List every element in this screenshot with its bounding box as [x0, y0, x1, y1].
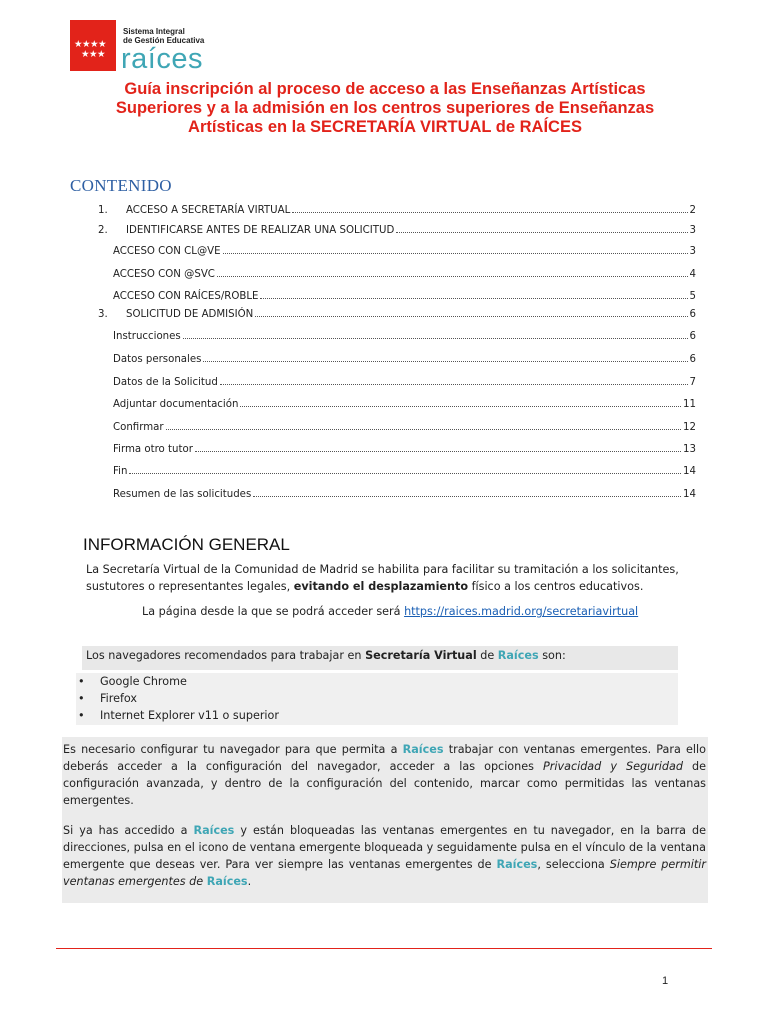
toc-entry[interactable] [113, 484, 696, 500]
stars-icon: ★★★ [81, 49, 106, 60]
toc-dot-leader [183, 338, 688, 339]
toc-dot-leader [240, 406, 681, 407]
toc-entry[interactable] [98, 220, 696, 236]
toc-dot-leader [129, 473, 681, 474]
toc-entry-label: Adjuntar documentación [113, 399, 239, 410]
toc-entry-page: 7 [689, 377, 696, 388]
toc-entry[interactable] [113, 264, 696, 280]
toc-dot-leader [396, 232, 687, 233]
toc-entry-label: ACCESO A SECRETARÍA VIRTUAL [126, 205, 291, 216]
document-title: Guía inscripción al proceso de acceso a las Enseñanzas Artísticas Superiores y a la admisión en los centros superiores de Enseñanzas Artísticas en la SECRETARÍA VIRTUAL de RAÍCES [115, 80, 655, 136]
toc-entry-number: 3. [98, 309, 108, 320]
toc-dot-leader [166, 429, 681, 430]
toc-entry[interactable] [113, 394, 696, 410]
toc-entry-label: ACCESO CON @SVC [113, 269, 215, 280]
toc-entry-page: 14 [683, 489, 696, 500]
toc-entry-label: ACCESO CON RAÍCES/ROBLE [113, 291, 259, 302]
toc-dot-leader [203, 361, 687, 362]
toc-entry-label: Datos de la Solicitud [113, 377, 218, 388]
toc-dot-leader [255, 316, 687, 317]
toc-entry-number: 1. [98, 205, 108, 216]
toc-entry[interactable] [113, 241, 696, 257]
list-item: • Google Chrome [78, 675, 187, 688]
toc-entry-label: SOLICITUD DE ADMISIÓN [126, 309, 254, 320]
toc-dot-leader [220, 384, 688, 385]
toc-dot-leader [217, 276, 688, 277]
toc-entry-page: 4 [689, 269, 696, 280]
popups-paragraph-1: Es necesario configurar tu navegador para que permita a Raíces trabajar con ventanas emergentes. Para ello deberás acceder a la configuración del navegador, acceder a las opciones Privacidad y Seguridad de configuración avanzada, y dentro de la configuración del contenido, marcar como permitidas las ventanas emergentes. [63, 743, 706, 807]
toc-entry-label: Instrucciones [113, 331, 181, 342]
bullet-icon: • [78, 692, 85, 705]
toc-entry-label: IDENTIFICARSE ANTES DE REALIZAR UNA SOLICITUD [126, 225, 395, 236]
toc-entry-label: Datos personales [113, 354, 202, 365]
stars-icon: ★★★★ [74, 39, 107, 50]
toc-entry-label: Confirmar [113, 422, 164, 433]
raices-logo-text: raíces [121, 43, 203, 75]
toc-dot-leader [253, 496, 681, 497]
toc-entry-page: 12 [683, 422, 696, 433]
toc-entry-page: 3 [689, 225, 696, 236]
toc-entry[interactable] [113, 326, 696, 342]
section-heading: INFORMACIÓN GENERAL [83, 535, 290, 554]
madrid-flag-logo [70, 20, 116, 71]
toc-heading: CONTENIDO [70, 176, 172, 195]
toc-entry[interactable] [98, 200, 696, 216]
toc-dot-leader [223, 253, 688, 254]
bullet-icon: • [78, 675, 85, 688]
toc-entry-page: 13 [683, 444, 696, 455]
secretaria-virtual-link[interactable]: https://raices.madrid.org/secretariavirtual [404, 605, 639, 618]
toc-dot-leader [292, 212, 687, 213]
toc-entry-label: Resumen de las solicitudes [113, 489, 252, 500]
toc-entry-page: 5 [689, 291, 696, 302]
page-number: 1 [662, 975, 669, 987]
toc-entry-page: 6 [689, 354, 696, 365]
toc-entry-number: 2. [98, 225, 108, 236]
toc-entry-label: Firma otro tutor [113, 444, 193, 455]
toc-entry-page: 11 [683, 399, 696, 410]
toc-dot-leader [260, 298, 687, 299]
toc-entry[interactable] [113, 417, 696, 433]
toc-entry-page: 14 [683, 466, 696, 477]
intro-paragraph: La Secretaría Virtual de la Comunidad de Madrid se habilita para facilitar su tramitación a los solicitantes, sustutores o representantes legales, evitando el desplazamiento físico a los centros educativos. [86, 563, 679, 593]
toc-dot-leader [195, 451, 681, 452]
logo-subtitle: Sistema Integral de Gestión Educativa [123, 27, 205, 45]
toc-entry[interactable] [113, 461, 696, 477]
toc-entry-page: 6 [689, 309, 696, 320]
toc-entry-label: Fin [113, 466, 128, 477]
toc-entry[interactable] [113, 286, 696, 302]
toc-entry[interactable] [113, 439, 696, 455]
popups-paragraph-2: Si ya has accedido a Raíces y están bloqueadas las ventanas emergentes en tu navegador, en la barra de direcciones, pulsa en el icono de ventana emergente bloqueada y seguidamente pulsa en el vínculo de la ventana emergente que deseas ver. Para ver siempre las ventanas emergentes de Raíces, selecciona Siempre permitir ventanas emergentes de Raíces. [63, 824, 706, 888]
toc-entry[interactable] [113, 372, 696, 388]
toc-entry-page: 6 [689, 331, 696, 342]
toc-entry-page: 3 [689, 246, 696, 257]
toc-entry-page: 2 [689, 205, 696, 216]
browsers-intro-text: Los navegadores recomendados para trabajar en Secretaría Virtual de Raíces son: [86, 649, 566, 662]
list-item: • Firefox [78, 692, 138, 705]
toc-entry[interactable] [113, 349, 696, 365]
list-item: • Internet Explorer v11 o superior [78, 709, 279, 722]
toc-entry[interactable] [98, 304, 696, 320]
access-paragraph: La página desde la que se podrá acceder será https://raices.madrid.org/secretariavirtual [142, 605, 639, 618]
bullet-icon: • [78, 709, 85, 722]
toc-entry-label: ACCESO CON CL@VE [113, 246, 221, 257]
footer-divider [56, 948, 712, 949]
